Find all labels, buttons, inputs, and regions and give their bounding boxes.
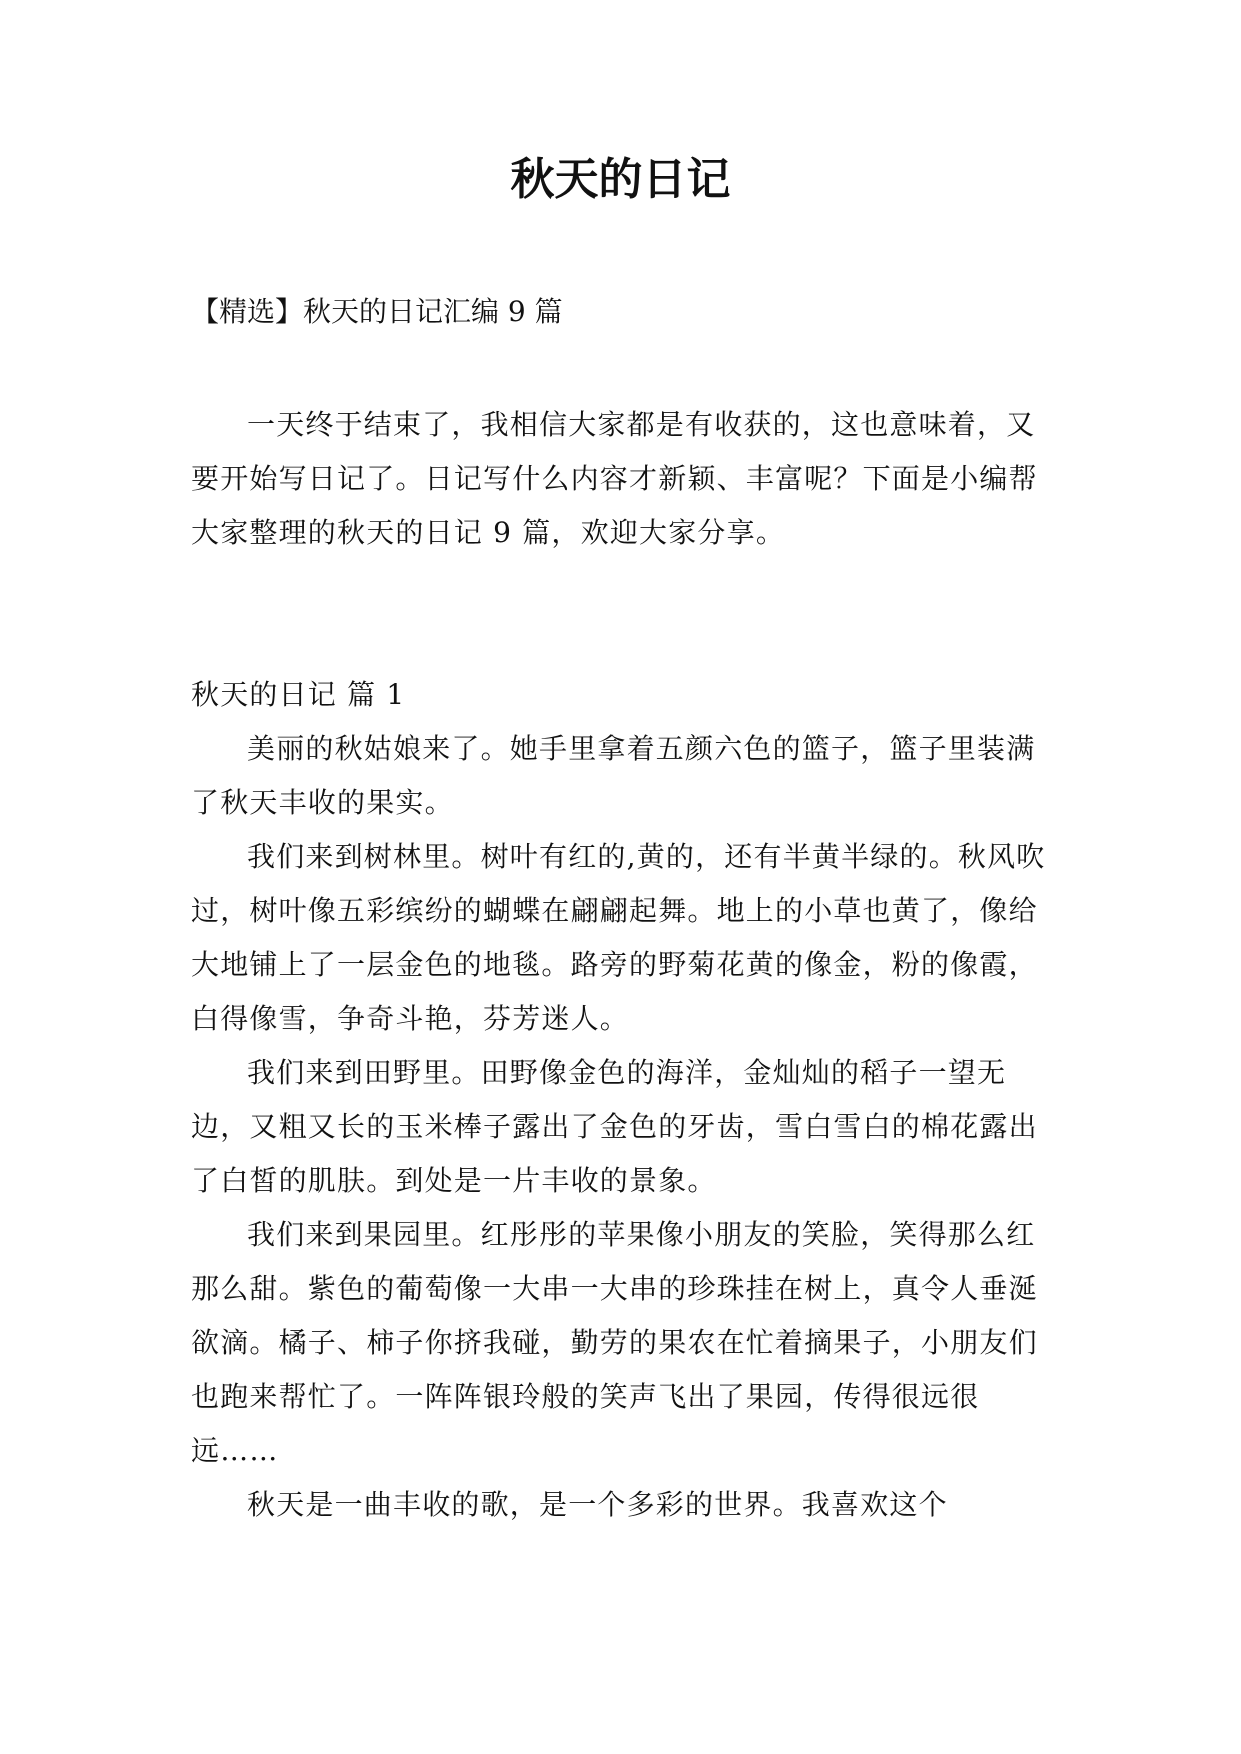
intro-paragraph: 一天终于结束了，我相信大家都是有收获的，这也意味着，又要开始写日记了。日记写什么内容才新颖、丰富呢？下面是小编帮大家整理的秋天的日记 9 篇，欢迎大家分享。 [191,408,1038,549]
paragraph-5: 秋天是一曲丰收的歌，是一个多彩的世界。我喜欢这个 [247,1488,948,1521]
diary-entry-1 [191,668,1053,1532]
paragraph-2: 我们来到树林里。树叶有红的,黄的，还有半黄半绿的。秋风吹过，树叶像五彩缤纷的蝴蝶在翩翩起舞。地上的小草也黄了，像给大地铺上了一层金色的地毯。路旁的野菊花黄的像金，粉的像霞，白得像雪，争奇斗艳，芬芳迷人。 [191,840,1046,1035]
section-heading: 秋天的日记 篇 1 [191,678,406,711]
paragraph-1: 美丽的秋姑娘来了。她手里拿着五颜六色的篮子，篮子里装满了秋天丰收的果实。 [191,732,1036,819]
paragraph-3: 我们来到田野里。田野像金色的海洋，金灿灿的稻子一望无边，又粗又长的玉米棒子露出了金色的牙齿，雪白雪白的棉花露出了白皙的肌肤。到处是一片丰收的景象。 [191,1056,1038,1197]
document-subtitle: 【精选】秋天的日记汇编 9 篇 [191,295,563,328]
paragraph-4: 我们来到果园里。红彤彤的苹果像小朋友的笑脸，笑得那么红那么甜。紫色的葡萄像一大串一大串的珍珠挂在树上，真令人垂涎欲滴。橘子、柿子你挤我碰，勤劳的果农在忙着摘果子，小朋友们也跑来帮忙了。一阵阵银玲般的笑声飞出了果园，传得很远很远…… [191,1218,1038,1467]
document-title: 秋天的日记 [510,154,731,205]
intro-block [191,398,1053,560]
